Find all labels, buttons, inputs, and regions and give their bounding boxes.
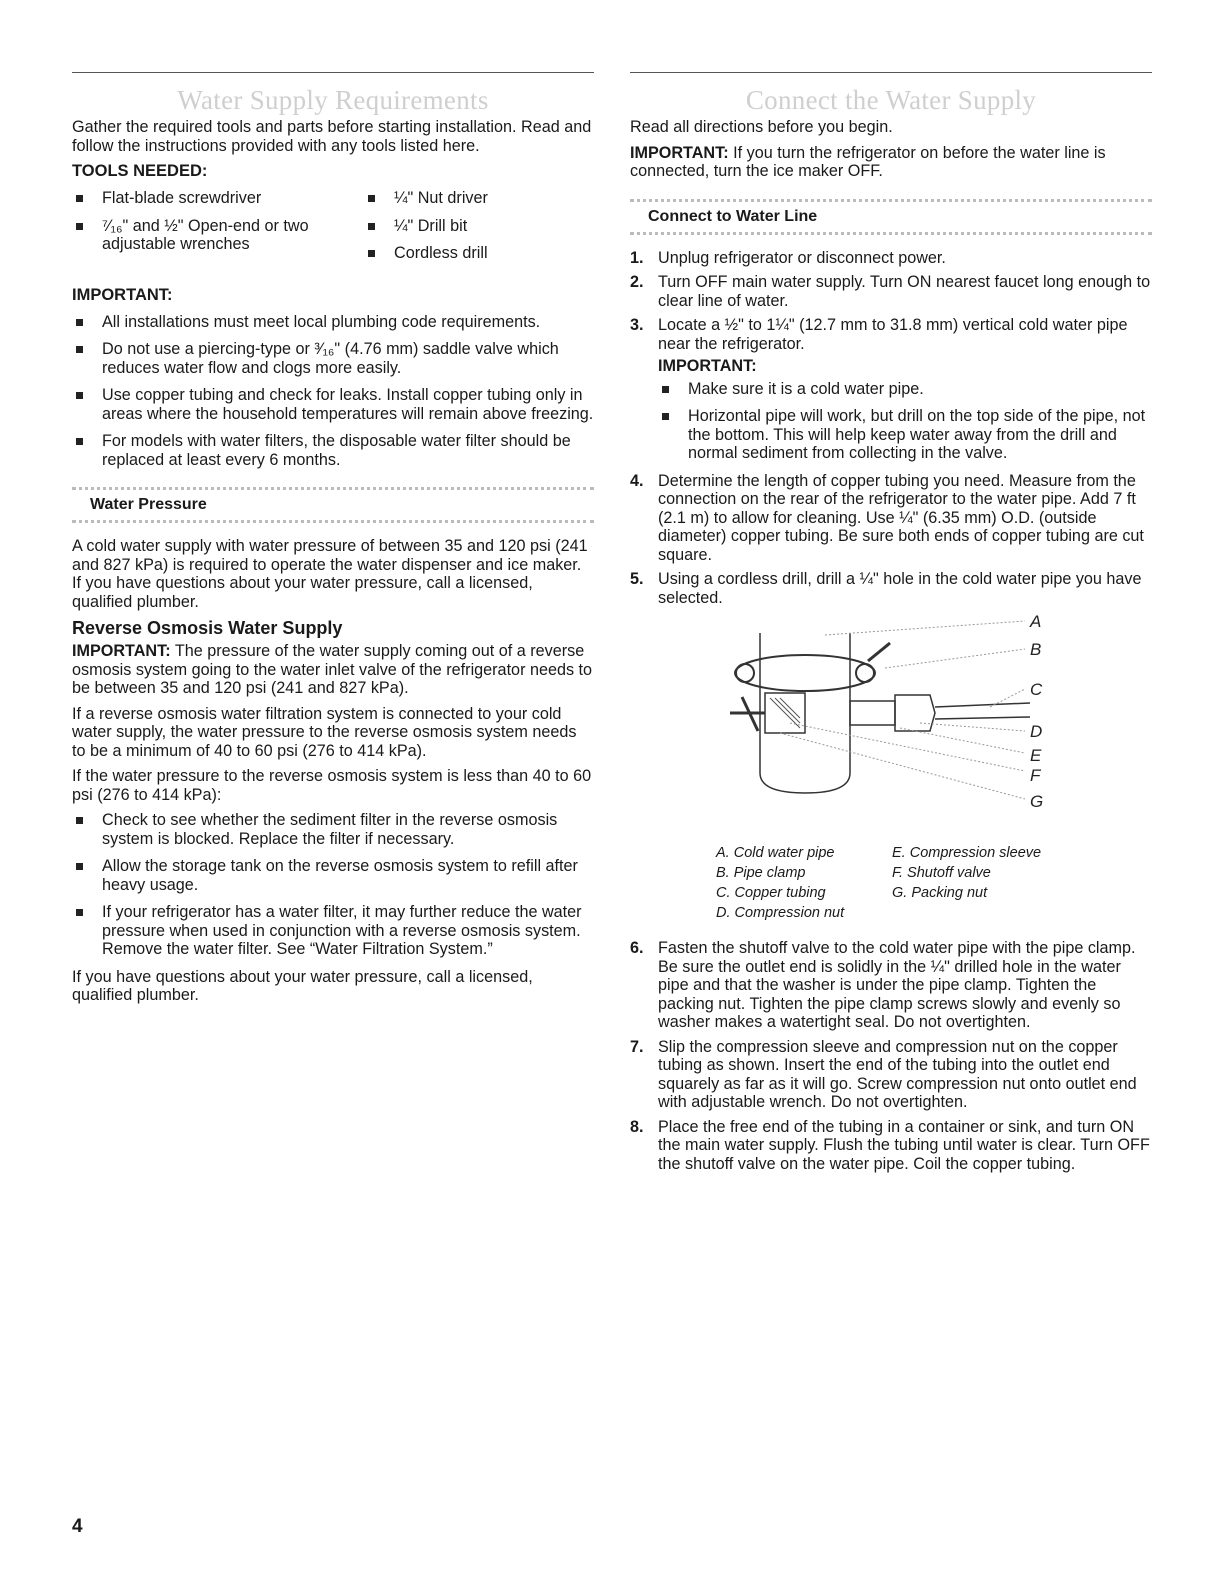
right-intro: Read all directions before you begin. [630, 118, 893, 136]
step-item [630, 1118, 1152, 1174]
step-number: 3. [630, 316, 644, 334]
steps-list-c [630, 939, 1152, 1173]
tool-item: ¼" Drill bit [364, 217, 594, 236]
shutoff-valve-diagram [630, 613, 1152, 835]
water-pressure-text: A cold water supply with water pressure of between 35 and 120 psi (241 and 827 kPa) is required to operate the water dispenser and ice maker. If you have questions about your water pressure, call a licensed, qualified plumber. [72, 537, 588, 611]
copper-tubing [935, 703, 1030, 719]
step-item [630, 1038, 1152, 1112]
step-text: Unplug refrigerator or disconnect power. [658, 248, 946, 267]
tool-item: Flat-blade screwdriver [72, 189, 364, 208]
section-title-water-supply-requirements: Water Supply Requirements [177, 85, 489, 115]
step-number: 6. [630, 939, 644, 957]
important-item: All installations must meet local plumbing code requirements. [72, 313, 594, 332]
step-text: Slip the compression sleeve and compression nut on the copper tubing as shown. Insert the end of the tubing into the outlet end squarely as far as it will go. Screw compression nut onto outlet end with adjustable wrench. Do not overtighten. [658, 1037, 1137, 1111]
clamp-screw-left [736, 664, 754, 682]
tools-list [72, 189, 594, 272]
figure-letter-e: E [1030, 746, 1042, 765]
step-item [630, 316, 1152, 463]
caption-item: C. Copper tubing [716, 885, 826, 901]
leader-line-d [920, 723, 1025, 731]
captions-column-2 [892, 843, 1041, 923]
figure-letter-g: G [1030, 792, 1044, 811]
step-text: Locate a ½" to 1¼" (12.7 mm to 31.8 mm) vertical cold water pipe near the refrigerator. [658, 316, 1128, 353]
step-item [630, 939, 1152, 1032]
tool-item: ¼" Nut driver [364, 189, 594, 208]
important-list [72, 313, 594, 470]
step-item [630, 249, 1152, 268]
step-number: 2. [630, 273, 644, 291]
right-important-label: IMPORTANT: [630, 143, 729, 162]
step-item [630, 273, 1152, 310]
important-heading: IMPORTANT: [72, 285, 173, 304]
step-3-list [658, 380, 1152, 463]
outlet-end [850, 701, 895, 725]
intro-text: Gather the required tools and parts before starting installation. Read and follow the instructions provided with any tools listed here. [72, 118, 592, 155]
caption-item: B. Pipe clamp [716, 865, 806, 881]
ro-item: Check to see whether the sediment filter in the reverse osmosis system is blocked. Replace the filter if necessary. [72, 811, 594, 848]
pipe-clamp [735, 655, 875, 691]
step-item [630, 570, 1152, 607]
valve-thread [770, 698, 800, 728]
step-text: Determine the length of copper tubing you need. Measure from the connection on the rear of the refrigerator to the water pipe. Add 7 ft (2.1 m) to allow for cleaning. Use ¼" (6.35 mm) O.D. (outside diameter) copper tubing. Be sure both ends of copper tubing are cut square. [658, 471, 1144, 564]
step-number: 5. [630, 570, 644, 588]
caption-item: F. Shutoff valve [892, 865, 991, 881]
connect-water-line-heading: Connect to Water Line [630, 199, 1152, 235]
water-pressure-heading: Water Pressure [72, 487, 594, 523]
section-title-connect-water-supply: Connect the Water Supply [745, 85, 1037, 115]
reverse-osmosis-heading: Reverse Osmosis Water Supply [72, 618, 343, 638]
tools-column-1 [72, 189, 364, 272]
ro-item: If your refrigerator has a water filter, it may further reduce the water pressure when used in conjunction with a reverse osmosis system. Remove the water filter. See “Water Filtration System.” [72, 903, 594, 959]
tool-item: Cordless drill [364, 244, 594, 263]
clamp-bolt [868, 643, 890, 661]
ro-important-text: The pressure of the water supply coming out of a reverse osmosis system going to the water inlet valve of the refrigerator needs to be between 35 and 120 psi (241 and 827 kPa). [72, 642, 593, 697]
caption-item: G. Packing nut [892, 885, 988, 901]
ro-item: Allow the storage tank on the reverse osmosis system to refill after heavy usage. [72, 857, 594, 894]
ro-list [72, 811, 594, 959]
right-column [630, 72, 1152, 1179]
leader-line-f [790, 723, 1025, 771]
ro-important-label: IMPORTANT: [72, 642, 171, 660]
figure-letter-a: A [1030, 613, 1042, 631]
important-item: Do not use a piercing-type or ³⁄₁₆" (4.76 mm) saddle valve which reduces water flow and clogs more easily. [72, 340, 594, 377]
step-number: 4. [630, 471, 644, 490]
tools-column-2 [364, 189, 594, 272]
leader-line-g [780, 733, 1025, 799]
ro-closing: If you have questions about your water pressure, call a licensed, qualified plumber. [72, 967, 533, 1004]
figure-letter-f: F [1030, 766, 1041, 785]
step-number: 8. [630, 1117, 644, 1136]
ro-paragraph-1: If a reverse osmosis water filtration system is connected to your cold water supply, the water pressure to the reverse osmosis system needs to be a minimum of 40 to 60 psi (276 to 414 kPa). [72, 704, 577, 760]
tools-heading: TOOLS NEEDED: [72, 162, 208, 180]
important-item: For models with water filters, the disposable water filter should be replaced at least every 6 months. [72, 432, 594, 469]
step-number: 7. [630, 1037, 644, 1056]
ro-paragraph-2: If the water pressure to the reverse osmosis system is less than 40 to 60 psi (276 to 414 kPa): [72, 767, 592, 804]
leader-line-a [825, 621, 1025, 635]
step-3-item: Horizontal pipe will work, but drill on the top side of the pipe, not the bottom. This will help keep water away from the drill and normal sediment from collecting in the valve. [658, 407, 1152, 463]
top-rule [630, 72, 1152, 73]
left-column [72, 72, 594, 1012]
right-important-text: If you turn the refrigerator on before the water line is connected, turn the ice maker OFF. [630, 143, 1106, 180]
caption-item: A. Cold water pipe [716, 845, 835, 861]
top-rule [72, 72, 594, 73]
steps-list-a [630, 249, 1152, 608]
step-text: Turn OFF main water supply. Turn ON nearest faucet long enough to clear line of water. [658, 273, 1151, 310]
clamp-screw-right [856, 664, 874, 682]
valve-illustration [630, 613, 1152, 835]
captions-column-1 [716, 843, 892, 923]
figure-letter-b: B [1030, 640, 1042, 659]
step-text: Fasten the shutoff valve to the cold water pipe with the pipe clamp. Be sure the outlet end is solidly in the ¼" drilled hole in the water pipe and that the washer is under the pipe clamp. Tighten the packing nut. Tighten the pipe clamp screws slowly and evenly so washer makes a watertight seal. Do not overtighten. [658, 939, 1136, 1031]
step-3-important [658, 357, 1152, 463]
compression-nut [895, 695, 935, 731]
step-item [630, 472, 1152, 565]
leader-line-b [885, 649, 1025, 668]
step-text: Using a cordless drill, drill a ¼" hole in the cold water pipe you have selected. [658, 570, 1142, 607]
figure-letter-d: D [1030, 722, 1043, 741]
important-item: Use copper tubing and check for leaks. Install copper tubing only in areas where the household temperatures will remain above freezing. [72, 386, 594, 423]
figure-captions [716, 843, 1152, 923]
ro-important-paragraph [72, 642, 594, 698]
page-number: 4 [72, 1516, 83, 1537]
step-text: Place the free end of the tubing in a container or sink, and turn ON the main water supply. Flush the tubing until water is clear. Turn OFF the shutoff valve on the water pipe. Coil the copper tubing. [658, 1117, 1150, 1173]
right-important-paragraph [630, 144, 1152, 181]
step-3-important-label: IMPORTANT: [658, 357, 757, 375]
caption-item: E. Compression sleeve [892, 845, 1042, 861]
step-3-item: Make sure it is a cold water pipe. [658, 380, 1152, 399]
step-number: 1. [630, 248, 644, 267]
figure-letter-c: C [1030, 680, 1043, 699]
tool-item: ⁷⁄₁₆" and ½" Open-end or two adjustable wrenches [72, 217, 364, 254]
caption-item: D. Compression nut [716, 905, 845, 921]
